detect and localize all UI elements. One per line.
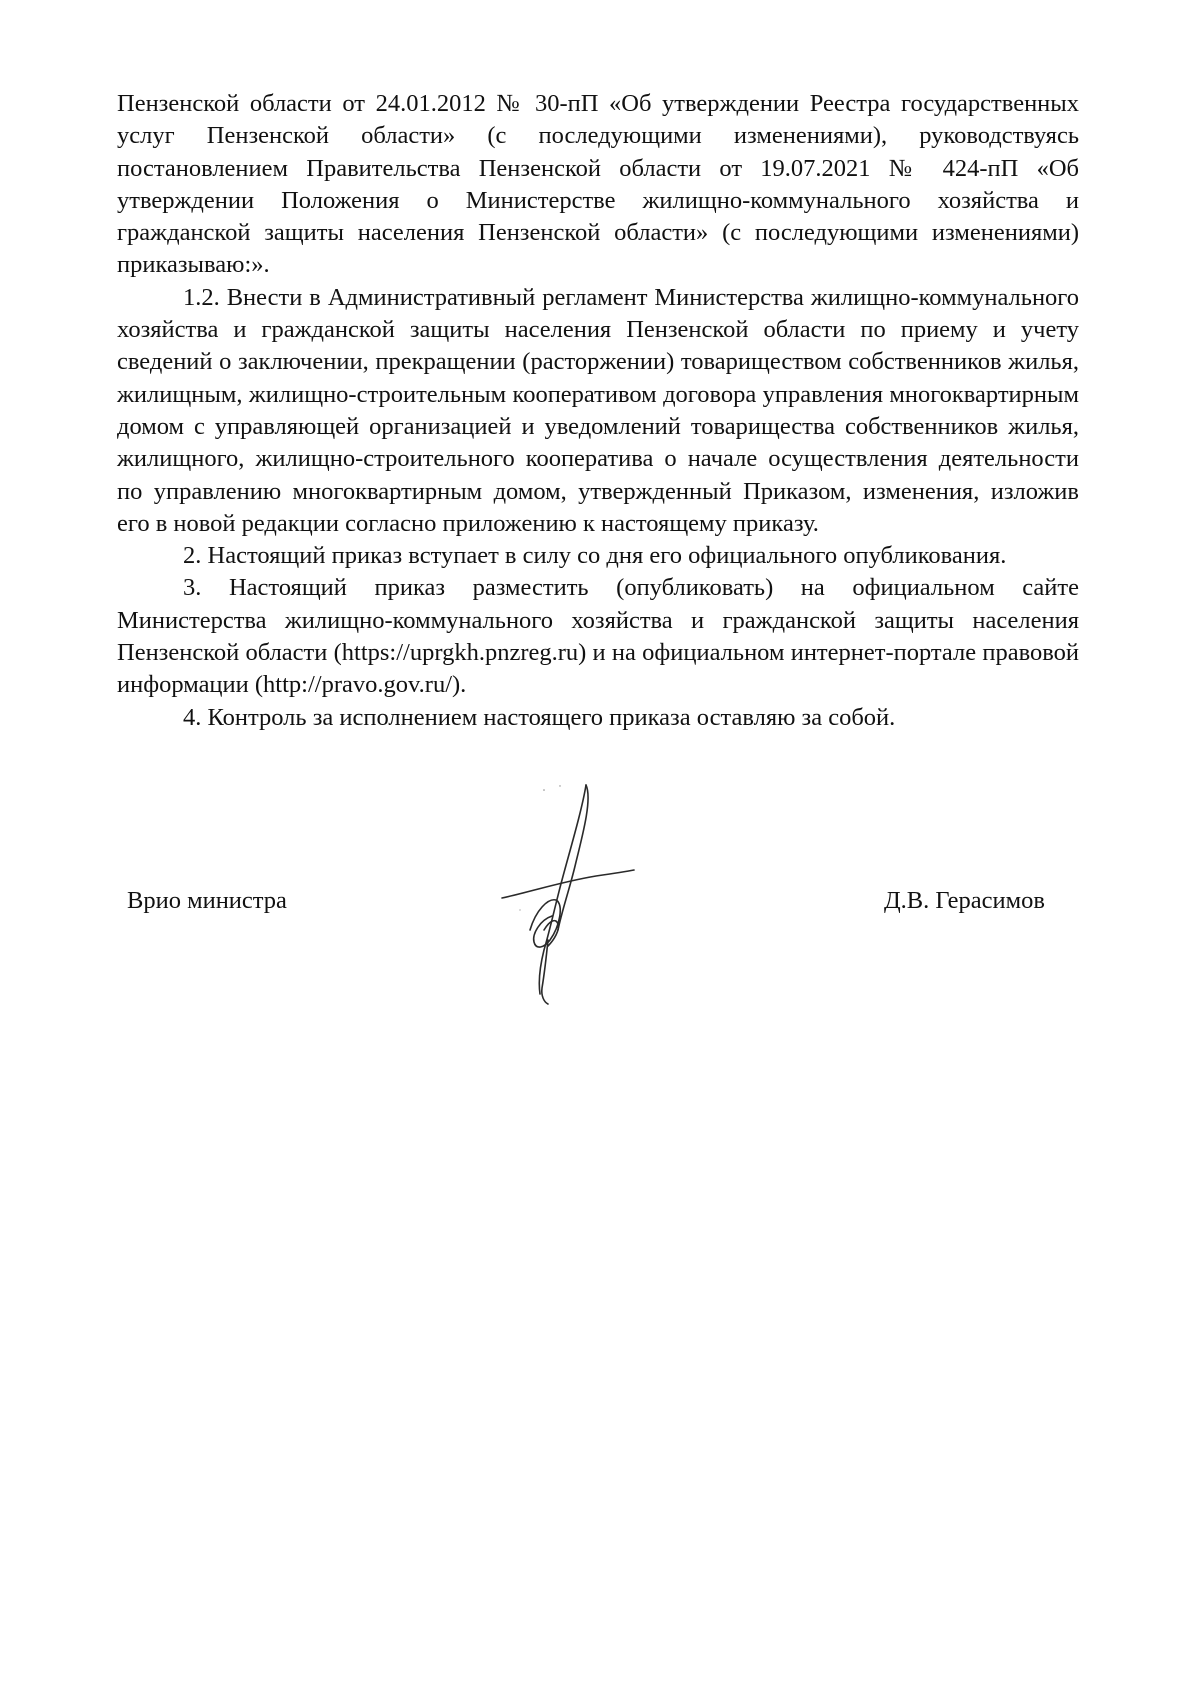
paragraph-item-1-2: 1.2. Внести в Административный регламент Министерства жилищно-коммунального хозяйства и гражданской защиты населения Пензенской области по приему и учету сведений о заключении, прекращении (расторжении) товариществом собственников жилья, жилищным, жилищно-строительным кооперативом договора управления многоквартирным домом с управляющей организацией и уведомлений товарищества собственников жилья, жилищного, жилищно-строительного кооператива о начале осуществления деятельности по управлению многоквартирным домом, утвержденный Приказом, изменения, изложив его в новой редакции согласно приложению к настоящему приказу.: [117, 283, 1079, 537]
paragraph-preamble-continuation: Пензенской области от 24.01.2012 № 30-пП «Об утверждении Реестра государственных услуг Пензенской области» (с последующими изменениями), руководствуясь постановлением Правительства Пензенской области от 19.07.2021 № 424-пП «Об утверждении Положения о Министерстве жилищно-коммунального хозяйства и гражданской защиты населения Пензенской области» (с последующими изменениями) приказываю:».: [117, 90, 1079, 279]
signer-name: Д.В. Герасимов: [883, 887, 1045, 914]
paragraph-item-3: 3. Настоящий приказ разместить (опубликовать) на официальном сайте Министерства жилищно-коммунального хозяйства и гражданской защиты населения Пензенской области (https://uprgkh.pnzreg.ru) и на официальном интернет-портале правовой информации (http://pravo.gov.ru/).: [117, 574, 1079, 699]
paragraph-item-2: 2. Настоящий приказ вступает в силу со дня его официального опубликования.: [183, 542, 1007, 570]
document-body: [117, 88, 1079, 734]
paragraph-item-4: 4. Контроль за исполнением настоящего приказа оставляю за собой.: [183, 703, 896, 731]
handwritten-signature-icon: [500, 780, 640, 1010]
position-title: Врио министра: [127, 887, 287, 914]
